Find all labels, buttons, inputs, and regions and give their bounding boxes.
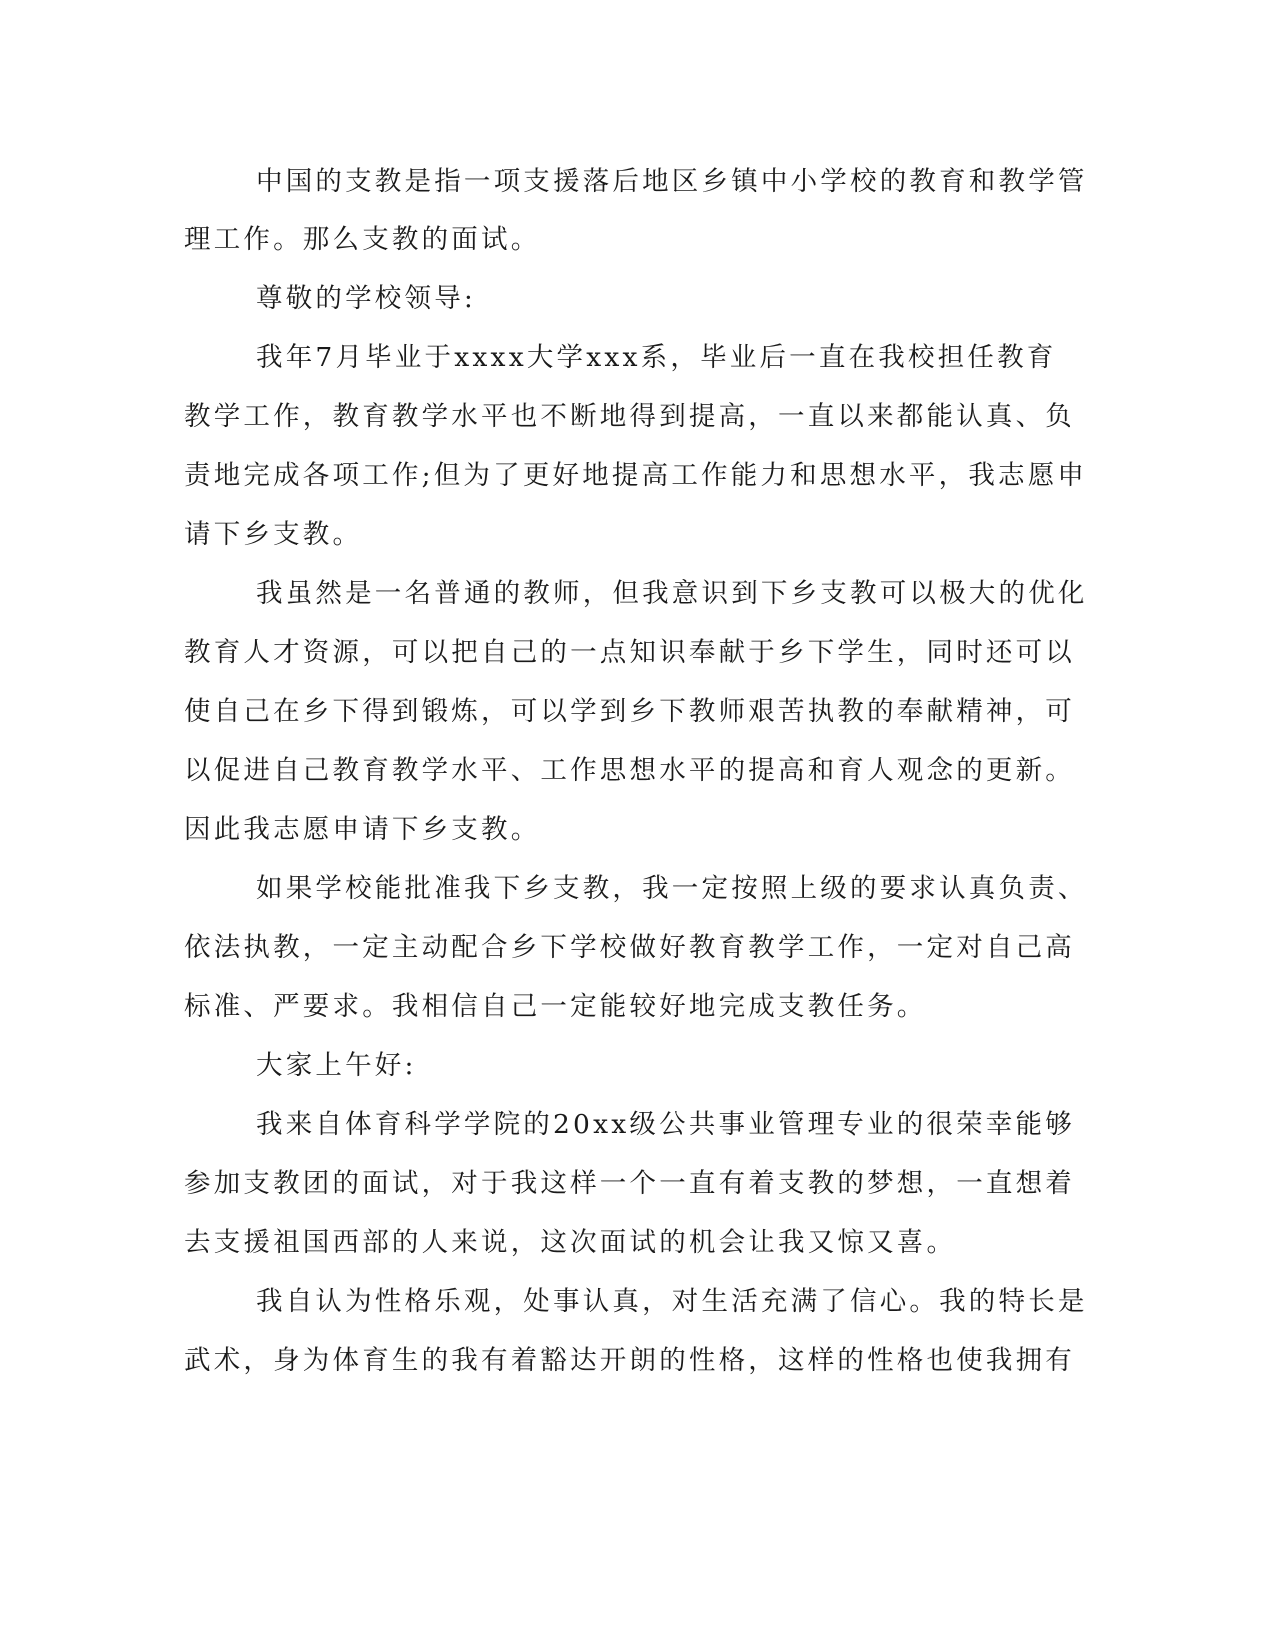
paragraph-2-line-3: 责地完成各项工作;但为了更好地提高工作能力和思想水平，我志愿申 [184, 460, 1088, 491]
paragraph-3-line-3: 使自己在乡下得到锻炼，可以学到乡下教师艰苦执教的奉献精神，可 [184, 696, 1075, 727]
paragraph-1-line-1: 中国的支教是指一项支援落后地区乡镇中小学校的教育和教学管 [256, 166, 1088, 197]
paragraph-3-line-5: 因此我志愿申请下乡支教。 [184, 814, 541, 845]
paragraph-4-line-1: 如果学校能批准我下乡支教，我一定按照上级的要求认真负责、 [256, 873, 1088, 904]
salutation-school-leaders: 尊敬的学校领导: [256, 283, 477, 314]
paragraph-4-line-2: 依法执教，一定主动配合乡下学校做好教育教学工作，一定对自己高 [184, 932, 1075, 963]
paragraph-1-line-2: 理工作。那么支教的面试。 [184, 224, 541, 255]
paragraph-2-line-1: 我年7月毕业于xxxx大学xxx系，毕业后一直在我校担任教育 [256, 342, 1057, 373]
paragraph-6-line-1: 我自认为性格乐观，处事认真，对生活充满了信心。我的特长是 [256, 1286, 1088, 1317]
paragraph-5-line-3: 去支援祖国西部的人来说，这次面试的机会让我又惊又喜。 [184, 1227, 957, 1258]
paragraph-5-line-1: 我来自体育科学学院的20xx级公共事业管理专业的很荣幸能够 [256, 1109, 1075, 1140]
paragraph-2-line-4: 请下乡支教。 [184, 519, 363, 550]
paragraph-3-line-1: 我虽然是一名普通的教师，但我意识到下乡支教可以极大的优化 [256, 578, 1088, 609]
paragraph-3-line-4: 以促进自己教育教学水平、工作思想水平的提高和育人观念的更新。 [184, 755, 1075, 786]
paragraph-5-line-2: 参加支教团的面试，对于我这样一个一直有着支教的梦想，一直想着 [184, 1168, 1075, 1199]
paragraph-2-line-2: 教学工作，教育教学水平也不断地得到提高，一直以来都能认真、负 [184, 401, 1075, 432]
salutation-everyone: 大家上午好: [256, 1050, 417, 1081]
paragraph-6-line-2: 武术，身为体育生的我有着豁达开朗的性格，这样的性格也使我拥有 [184, 1345, 1075, 1376]
paragraph-3-line-2: 教育人才资源，可以把自己的一点知识奉献于乡下学生，同时还可以 [184, 637, 1075, 668]
paragraph-4-line-3: 标准、严要求。我相信自己一定能较好地完成支教任务。 [184, 991, 927, 1022]
